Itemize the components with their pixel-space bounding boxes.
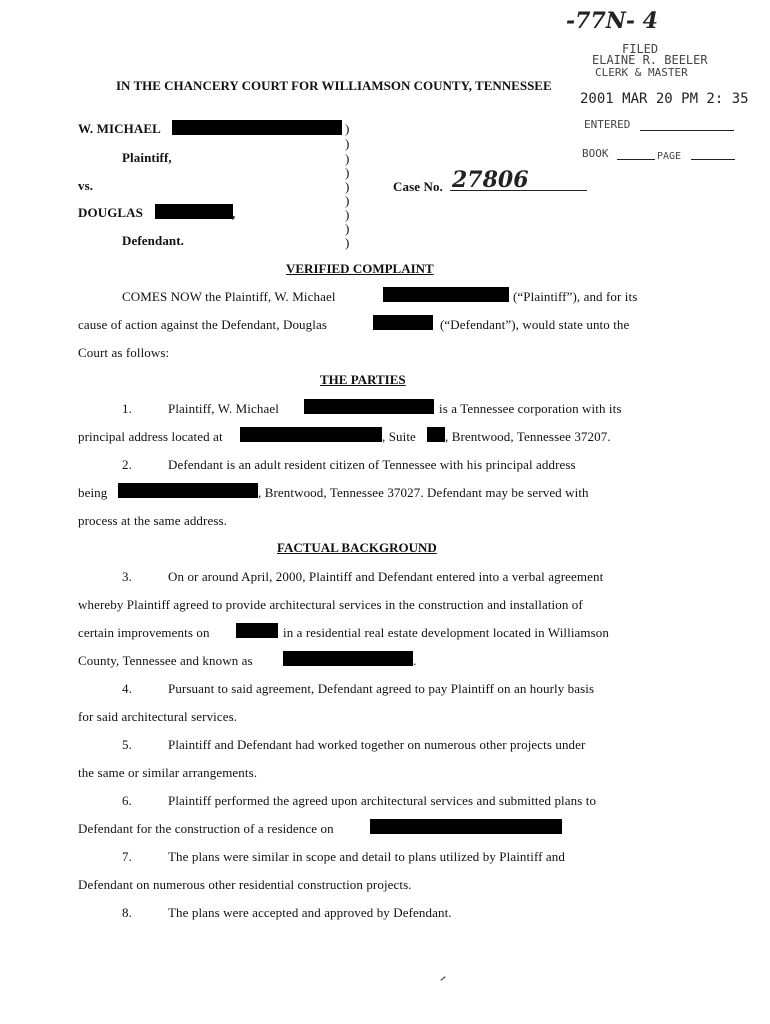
entered-label: ENTERED — [584, 118, 631, 131]
para-8-line-1: The plans were accepted and approved by Defendant. — [168, 905, 452, 920]
para-3-line-3a: certain improvements on — [78, 625, 210, 640]
para-6-line-2: Defendant for the construction of a residence on — [78, 821, 334, 836]
handwritten-docket-mark: -77N- 4 — [566, 8, 658, 34]
para-3-number: 3. — [122, 569, 132, 584]
caption-paren: ) — [345, 121, 350, 136]
defendant-caption-name: DOUGLAS — [78, 205, 143, 220]
clerk-title-stamp: CLERK & MASTER — [595, 66, 688, 79]
scan-artifact — [440, 976, 445, 981]
redaction-intro-plaintiff — [383, 287, 509, 302]
para-7-line-2: Defendant on numerous other residential construction projects. — [78, 877, 412, 892]
caption-paren: ) — [345, 151, 350, 166]
plaintiff-caption-name: W. MICHAEL — [78, 121, 161, 136]
para-3-line-2: whereby Plaintiff agreed to provide architectural services in the construction and installation of — [78, 597, 583, 612]
para-2-line-3: process at the same address. — [78, 513, 227, 528]
caption-paren: ) — [345, 179, 350, 194]
section-heading-background: FACTUAL BACKGROUND — [277, 540, 437, 555]
filed-date-stamp: 2001 MAR 20 PM 2: 35 — [580, 91, 749, 107]
para-4-line-1: Pursuant to said agreement, Defendant agreed to pay Plaintiff on an hourly basis — [168, 681, 595, 696]
clerk-name-stamp: ELAINE R. BEELER — [592, 53, 708, 67]
para-1-line-1a: Plaintiff, W. Michael — [168, 401, 279, 416]
para-4-line-2: for said architectural services. — [78, 709, 238, 724]
para-6-line-1: Plaintiff performed the agreed upon architectural services and submitted plans to — [168, 793, 597, 808]
para-3-line-4b: . — [413, 653, 417, 668]
plaintiff-role: Plaintiff, — [122, 150, 172, 165]
page-line — [691, 159, 735, 160]
para-5-number: 5. — [122, 737, 132, 752]
caption-paren: ) — [345, 193, 350, 208]
redaction-para1-address — [240, 427, 382, 442]
book-line — [617, 159, 655, 160]
para-7-number: 7. — [122, 849, 132, 864]
para-5-line-1: Plaintiff and Defendant had worked together on numerous other projects under — [168, 737, 586, 752]
para-7-line-1: The plans were similar in scope and detail to plans utilized by Plaintiff and — [168, 849, 566, 864]
para-1-number: 1. — [122, 401, 132, 416]
para-2-line-2b: , Brentwood, Tennessee 37027. Defendant may be served with — [258, 485, 589, 500]
para-2-line-1: Defendant is an adult resident citizen of Tennessee with his principal address — [168, 457, 576, 472]
case-number-label: Case No. — [393, 179, 443, 194]
caption-paren: ) — [345, 136, 350, 151]
intro-line-2a: cause of action against the Defendant, Douglas — [78, 317, 327, 332]
court-header: IN THE CHANCERY COURT FOR WILLIAMSON COUNTY, TENNESSEE — [116, 78, 552, 93]
para-6-number: 6. — [122, 793, 132, 808]
redaction-para1-plaintiff — [304, 399, 434, 414]
para-8-number: 8. — [122, 905, 132, 920]
caption-paren: ) — [345, 221, 350, 236]
case-number-line — [450, 190, 587, 191]
intro-line-1a: COMES NOW the Plaintiff, W. Michael — [122, 289, 336, 304]
para-1-line-2b: , Suite — [382, 429, 416, 444]
caption-paren: ) — [345, 165, 350, 180]
filed-stamp: FILED — [622, 42, 659, 56]
intro-line-1b: (“Plaintiff”), and for its — [513, 289, 638, 304]
redaction-para3-development — [283, 651, 413, 666]
para-3-line-3b: in a residential real estate development located in Williamson — [283, 625, 609, 640]
document-title: VERIFIED COMPLAINT — [286, 261, 434, 276]
defendant-caption-comma: , — [232, 206, 236, 221]
para-5-line-2: the same or similar arrangements. — [78, 765, 258, 780]
caption-paren: ) — [345, 207, 350, 222]
redaction-plaintiff-surname — [172, 120, 342, 135]
vs-label: vs. — [78, 178, 94, 193]
intro-line-2b: (“Defendant”), would state unto the — [440, 317, 630, 332]
section-heading-parties: THE PARTIES — [320, 372, 406, 387]
redaction-para3-lot — [236, 623, 278, 638]
case-number-value: 27806 — [452, 167, 529, 193]
para-3-line-4a: County, Tennessee and known as — [78, 653, 253, 668]
redaction-intro-defendant — [373, 315, 433, 330]
book-label: BOOK — [582, 147, 609, 160]
redaction-defendant-surname — [155, 204, 233, 219]
para-1-line-1b: is a Tennessee corporation with its — [439, 401, 622, 416]
caption-paren: ) — [345, 235, 350, 250]
page-label: PAGE — [657, 151, 682, 162]
para-2-line-2a: being — [78, 485, 108, 500]
redaction-para2-address — [118, 483, 258, 498]
para-4-number: 4. — [122, 681, 132, 696]
redaction-para6-address — [370, 819, 562, 834]
redaction-para1-suite — [427, 427, 445, 442]
intro-line-3: Court as follows: — [78, 345, 170, 360]
entered-line — [640, 130, 734, 131]
defendant-role: Defendant. — [122, 233, 185, 248]
para-3-line-1: On or around April, 2000, Plaintiff and Defendant entered into a verbal agreement — [168, 569, 604, 584]
para-1-line-2c: , Brentwood, Tennessee 37207. — [445, 429, 611, 444]
para-1-line-2a: principal address located at — [78, 429, 223, 444]
para-2-number: 2. — [122, 457, 132, 472]
